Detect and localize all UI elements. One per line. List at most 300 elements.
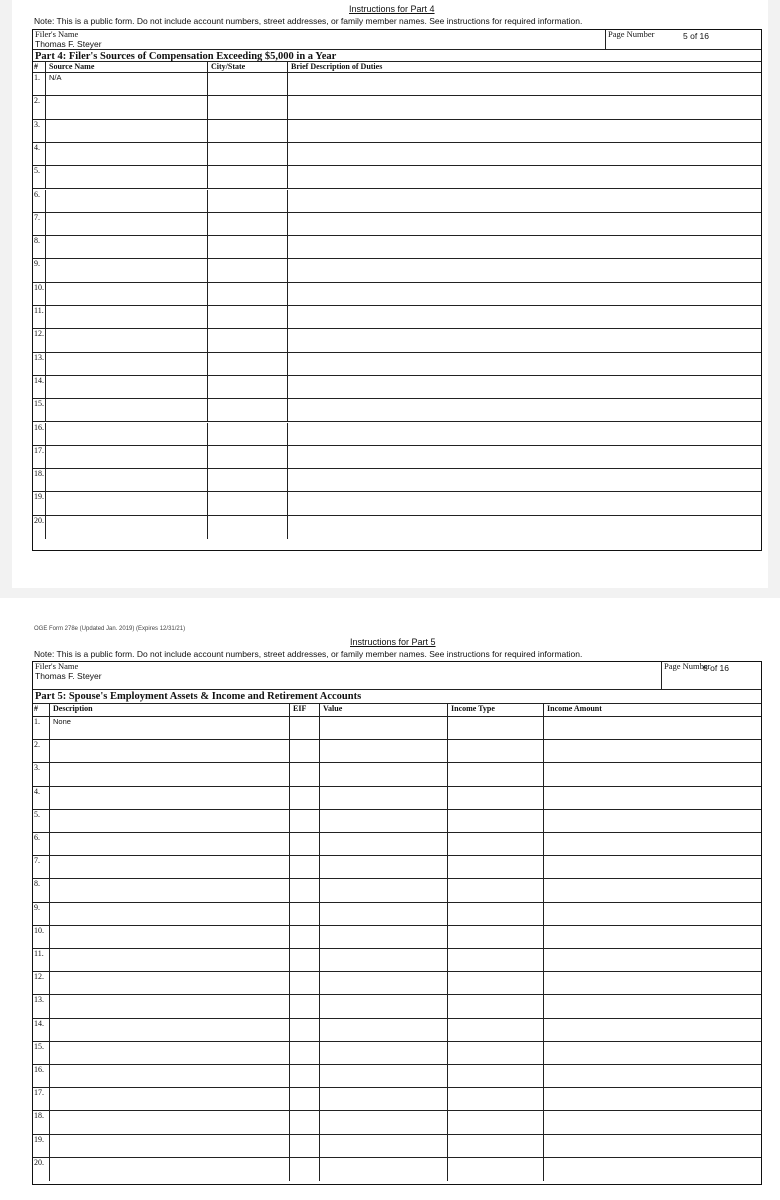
- cell-income-type[interactable]: [447, 949, 543, 971]
- cell-city-state[interactable]: [207, 73, 287, 95]
- table-row: [33, 96, 761, 119]
- cell-city-state[interactable]: [207, 423, 287, 445]
- cell-income-amount[interactable]: [543, 1158, 761, 1181]
- filer-header-row: [33, 662, 761, 690]
- cell-description[interactable]: [49, 879, 289, 901]
- public-form-note: Note: This is a public form. Do not include account numbers, street addresses, or family member names. See instructions for required information.: [34, 649, 583, 659]
- row-number: 11.: [34, 949, 44, 958]
- cell-number: [33, 763, 49, 785]
- col-header-number: #: [34, 704, 38, 713]
- cell-number: [33, 283, 45, 305]
- cell-source-name[interactable]: [45, 423, 207, 445]
- table-row: [33, 833, 761, 856]
- cell-city-state[interactable]: [207, 376, 287, 398]
- cell-number: [33, 926, 49, 948]
- filer-name-cell: [33, 662, 661, 689]
- cell-number: [33, 446, 45, 468]
- row-number: 3.: [34, 119, 40, 129]
- cell-number: [33, 1088, 49, 1110]
- cell-city-state[interactable]: [207, 283, 287, 305]
- cell-source-name[interactable]: [45, 73, 207, 95]
- cell-city-state[interactable]: [207, 143, 287, 165]
- cell-source-name[interactable]: [45, 329, 207, 351]
- table-row: [33, 926, 761, 949]
- part-title-row: [33, 690, 761, 704]
- filer-header-row: [33, 30, 761, 50]
- instructions-link[interactable]: Instructions for Part 4: [349, 4, 435, 14]
- cell-city-state[interactable]: [207, 213, 287, 235]
- cell-description[interactable]: [49, 1065, 289, 1087]
- cell-duties[interactable]: [287, 469, 761, 491]
- cell-income-amount[interactable]: [543, 1111, 761, 1133]
- cell-city-state[interactable]: [207, 446, 287, 468]
- cell-value[interactable]: [319, 1019, 447, 1041]
- cell-value[interactable]: [319, 763, 447, 785]
- cell-eif[interactable]: [289, 1088, 319, 1110]
- cell-description[interactable]: [49, 1042, 289, 1064]
- row-number: 8.: [34, 879, 40, 889]
- cell-city-state[interactable]: [207, 120, 287, 142]
- row-number: 16.: [34, 422, 44, 432]
- cell-eif[interactable]: [289, 1158, 319, 1181]
- col-header-source-name: Source Name: [49, 62, 95, 71]
- cell-number: [33, 143, 45, 165]
- cell-source-name[interactable]: [45, 446, 207, 468]
- cell-description[interactable]: [49, 1019, 289, 1041]
- table-row: [33, 399, 761, 422]
- column-header-row: [33, 704, 761, 717]
- cell-value[interactable]: [319, 903, 447, 925]
- row-number: 10.: [34, 925, 44, 935]
- cell-eif[interactable]: [289, 1019, 319, 1041]
- cell-number: [33, 190, 45, 212]
- cell-city-state[interactable]: [207, 516, 287, 539]
- cell-number: [33, 903, 49, 925]
- cell-source-name[interactable]: [45, 190, 207, 212]
- form-page-part-5: [0, 598, 780, 1200]
- cell-duties[interactable]: [287, 516, 761, 539]
- cell-description[interactable]: [49, 833, 289, 855]
- cell-number: [33, 740, 49, 762]
- table-row: [33, 856, 761, 879]
- cell-description[interactable]: [49, 1135, 289, 1157]
- cell-value[interactable]: [319, 717, 447, 739]
- cell-city-state[interactable]: [207, 399, 287, 421]
- cell-description[interactable]: [49, 1088, 289, 1110]
- cell-source-name[interactable]: [45, 96, 207, 118]
- cell-city-state[interactable]: [207, 306, 287, 328]
- cell-description[interactable]: [49, 810, 289, 832]
- cell-duties[interactable]: [287, 143, 761, 165]
- cell-duties[interactable]: [287, 492, 761, 514]
- cell-income-amount[interactable]: [543, 879, 761, 901]
- cell-number: [33, 1111, 49, 1133]
- cell-city-state[interactable]: [207, 469, 287, 491]
- cell-value[interactable]: [319, 833, 447, 855]
- cell-income-type[interactable]: [447, 995, 543, 1017]
- table-row: [33, 717, 761, 740]
- row-number: 19.: [34, 492, 44, 502]
- cell-city-state[interactable]: [207, 236, 287, 258]
- cell-description[interactable]: [49, 903, 289, 925]
- cell-value[interactable]: [319, 949, 447, 971]
- cell-income-type[interactable]: [447, 1065, 543, 1087]
- row-number: 11.: [34, 306, 44, 315]
- cell-income-type[interactable]: [447, 856, 543, 878]
- row-number: 19.: [34, 1134, 44, 1144]
- col-header-description: Description: [53, 704, 93, 713]
- cell-eif[interactable]: [289, 717, 319, 739]
- cell-source-name[interactable]: [45, 399, 207, 421]
- cell-duties[interactable]: [287, 190, 761, 212]
- row-number: 6.: [34, 833, 40, 842]
- cell-duties[interactable]: [287, 283, 761, 305]
- cell-duties[interactable]: [287, 259, 761, 281]
- cell-value[interactable]: [319, 879, 447, 901]
- row-number: 2.: [34, 740, 40, 750]
- col-header-duties: Brief Description of Duties: [291, 62, 383, 71]
- table-row: [33, 879, 761, 902]
- cell-number: [33, 1158, 49, 1181]
- row-entry: None: [53, 717, 71, 726]
- cell-source-name[interactable]: [45, 516, 207, 539]
- cell-duties[interactable]: [287, 120, 761, 142]
- cell-city-state[interactable]: [207, 259, 287, 281]
- row-number: 15.: [34, 1041, 44, 1051]
- table-row: [33, 949, 761, 972]
- row-number: 20.: [34, 515, 44, 525]
- table-row: [33, 329, 761, 352]
- table-row: [33, 810, 761, 833]
- cell-value[interactable]: [319, 740, 447, 762]
- table-row: [33, 469, 761, 492]
- table-row: [33, 446, 761, 469]
- cell-income-amount[interactable]: [543, 1065, 761, 1087]
- cell-income-type[interactable]: [447, 810, 543, 832]
- cell-income-amount[interactable]: [543, 856, 761, 878]
- cell-number: [33, 329, 45, 351]
- cell-source-name[interactable]: [45, 492, 207, 514]
- cell-value[interactable]: [319, 1135, 447, 1157]
- row-number: 12.: [34, 329, 44, 339]
- table-row: [33, 995, 761, 1018]
- table-row: [33, 1111, 761, 1134]
- cell-income-type[interactable]: [447, 740, 543, 762]
- cell-value[interactable]: [319, 926, 447, 948]
- cell-income-amount[interactable]: [543, 787, 761, 809]
- table-row: [33, 740, 761, 763]
- cell-number: [33, 213, 45, 235]
- row-number: 14.: [34, 375, 44, 385]
- col-header-city-state: City/State: [211, 62, 246, 71]
- cell-number: [33, 717, 49, 739]
- row-number: 9.: [34, 259, 40, 269]
- cell-city-state[interactable]: [207, 190, 287, 212]
- cell-description[interactable]: [49, 972, 289, 994]
- cell-income-amount[interactable]: [543, 1019, 761, 1041]
- cell-value[interactable]: [319, 972, 447, 994]
- cell-duties[interactable]: [287, 376, 761, 398]
- cell-number: [33, 120, 45, 142]
- cell-city-state[interactable]: [207, 353, 287, 375]
- cell-income-type[interactable]: [447, 1088, 543, 1110]
- cell-income-amount[interactable]: [543, 949, 761, 971]
- filer-name-label: Filer's Name: [35, 662, 79, 671]
- cell-income-type[interactable]: [447, 1042, 543, 1064]
- col-header-income-amount: Income Amount: [547, 704, 602, 713]
- cell-income-type[interactable]: [447, 833, 543, 855]
- cell-income-type[interactable]: [447, 787, 543, 809]
- cell-eif[interactable]: [289, 833, 319, 855]
- cell-income-amount[interactable]: [543, 833, 761, 855]
- col-header-income-type: Income Type: [451, 704, 495, 713]
- cell-income-amount[interactable]: [543, 903, 761, 925]
- table-row: [33, 1088, 761, 1111]
- cell-duties[interactable]: [287, 306, 761, 328]
- row-number: 18.: [34, 1111, 44, 1121]
- cell-city-state[interactable]: [207, 329, 287, 351]
- cell-value[interactable]: [319, 995, 447, 1017]
- table-row: [33, 120, 761, 143]
- table-row: [33, 423, 761, 446]
- col-header-eif: EIF: [293, 704, 307, 713]
- part-5-table: [32, 661, 762, 1185]
- row-number: 18.: [34, 469, 44, 479]
- cell-source-name[interactable]: [45, 469, 207, 491]
- cell-source-name[interactable]: [45, 259, 207, 281]
- cell-number: [33, 1135, 49, 1157]
- cell-source-name[interactable]: [45, 120, 207, 142]
- row-number: 8.: [34, 236, 40, 246]
- row-number: 3.: [34, 763, 40, 773]
- cell-value[interactable]: [319, 1042, 447, 1064]
- filer-name-label: Filer's Name: [35, 30, 79, 39]
- filer-name: Thomas F. Steyer: [35, 670, 102, 681]
- table-row: [33, 306, 761, 329]
- cell-income-amount[interactable]: [543, 1088, 761, 1110]
- cell-eif[interactable]: [289, 926, 319, 948]
- row-number: 1.: [34, 73, 40, 82]
- cell-duties[interactable]: [287, 423, 761, 445]
- cell-income-amount[interactable]: [543, 972, 761, 994]
- column-header-row: [33, 62, 761, 73]
- col-header-value: Value: [323, 704, 343, 713]
- table-row: [33, 376, 761, 399]
- cell-number: [33, 516, 45, 539]
- cell-income-amount[interactable]: [543, 995, 761, 1017]
- cell-eif[interactable]: [289, 1042, 319, 1064]
- row-entry: N/A: [49, 73, 62, 82]
- cell-income-type[interactable]: [447, 972, 543, 994]
- page-number-label: Page Number: [664, 662, 711, 671]
- page-number-cell: [605, 30, 761, 49]
- cell-income-type[interactable]: [447, 1158, 543, 1181]
- cell-duties[interactable]: [287, 399, 761, 421]
- cell-description[interactable]: [49, 926, 289, 948]
- part-title: Part 5: Spouse's Employment Assets & Income and Retirement Accounts: [35, 691, 362, 702]
- row-number: 13.: [34, 352, 44, 362]
- cell-income-amount[interactable]: [543, 810, 761, 832]
- row-number: 17.: [34, 1088, 44, 1098]
- cell-duties[interactable]: [287, 353, 761, 375]
- cell-duties[interactable]: [287, 166, 761, 188]
- cell-value[interactable]: [319, 1065, 447, 1087]
- cell-number: [33, 399, 45, 421]
- cell-description[interactable]: [49, 763, 289, 785]
- row-number: 15.: [34, 399, 44, 409]
- cell-source-name[interactable]: [45, 306, 207, 328]
- row-number: 16.: [34, 1065, 44, 1074]
- form-code: OGE Form 278e (Updated Jan. 2019) (Expires 12/31/21): [34, 626, 186, 632]
- cell-eif[interactable]: [289, 740, 319, 762]
- row-number: 1.: [34, 717, 40, 726]
- cell-value[interactable]: [319, 810, 447, 832]
- cell-source-name[interactable]: [45, 376, 207, 398]
- instructions-link[interactable]: Instructions for Part 5: [350, 637, 436, 647]
- cell-duties[interactable]: [287, 213, 761, 235]
- cell-duties[interactable]: [287, 96, 761, 118]
- cell-eif[interactable]: [289, 949, 319, 971]
- cell-number: [33, 995, 49, 1017]
- cell-duties[interactable]: [287, 329, 761, 351]
- part-title: Part 4: Filer's Sources of Compensation Exceeding $5,000 in a Year: [35, 51, 337, 62]
- table-row: [33, 259, 761, 282]
- part-4-table: [32, 29, 762, 551]
- row-number: 6.: [34, 189, 40, 199]
- cell-description[interactable]: [49, 717, 289, 739]
- cell-income-type[interactable]: [447, 926, 543, 948]
- cell-number: [33, 166, 45, 188]
- cell-city-state[interactable]: [207, 166, 287, 188]
- cell-eif[interactable]: [289, 995, 319, 1017]
- cell-duties[interactable]: [287, 236, 761, 258]
- cell-description[interactable]: [49, 949, 289, 971]
- cell-eif[interactable]: [289, 856, 319, 878]
- cell-city-state[interactable]: [207, 492, 287, 514]
- cell-eif[interactable]: [289, 903, 319, 925]
- row-number: 10.: [34, 282, 44, 292]
- row-number: 7.: [34, 212, 40, 222]
- cell-number: [33, 423, 45, 445]
- cell-income-type[interactable]: [447, 1019, 543, 1041]
- table-row: [33, 166, 761, 189]
- form-page-part-4: [12, 0, 768, 588]
- page-number-label: Page Number: [608, 30, 655, 39]
- cell-income-amount[interactable]: [543, 926, 761, 948]
- cell-description[interactable]: [49, 740, 289, 762]
- cell-duties[interactable]: [287, 73, 761, 95]
- cell-income-amount[interactable]: [543, 740, 761, 762]
- cell-number: [33, 353, 45, 375]
- cell-description[interactable]: [49, 1111, 289, 1133]
- cell-eif[interactable]: [289, 879, 319, 901]
- cell-income-type[interactable]: [447, 717, 543, 739]
- cell-income-amount[interactable]: [543, 1135, 761, 1157]
- cell-source-name[interactable]: [45, 236, 207, 258]
- table-row: [33, 1065, 761, 1088]
- cell-eif[interactable]: [289, 1135, 319, 1157]
- table-row: [33, 213, 761, 236]
- cell-number: [33, 376, 45, 398]
- cell-value[interactable]: [319, 856, 447, 878]
- row-number: 5.: [34, 809, 40, 819]
- cell-eif[interactable]: [289, 1065, 319, 1087]
- row-number: 14.: [34, 1018, 44, 1028]
- cell-source-name[interactable]: [45, 283, 207, 305]
- cell-value[interactable]: [319, 787, 447, 809]
- row-number: 17.: [34, 445, 44, 455]
- cell-description[interactable]: [49, 1158, 289, 1181]
- table-row: [33, 190, 761, 213]
- cell-value[interactable]: [319, 1158, 447, 1181]
- cell-source-name[interactable]: [45, 143, 207, 165]
- cell-city-state[interactable]: [207, 96, 287, 118]
- cell-number: [33, 1065, 49, 1087]
- row-number: 5.: [34, 166, 40, 176]
- cell-value[interactable]: [319, 1088, 447, 1110]
- cell-source-name[interactable]: [45, 353, 207, 375]
- cell-number: [33, 810, 49, 832]
- cell-eif[interactable]: [289, 810, 319, 832]
- row-number: 13.: [34, 995, 44, 1005]
- cell-eif[interactable]: [289, 1111, 319, 1133]
- cell-income-amount[interactable]: [543, 763, 761, 785]
- cell-income-amount[interactable]: [543, 1042, 761, 1064]
- table-row: [33, 903, 761, 926]
- page-number: 5 of 16: [683, 31, 709, 41]
- cell-number: [33, 236, 45, 258]
- cell-eif[interactable]: [289, 972, 319, 994]
- row-number: 9.: [34, 902, 40, 912]
- cell-description[interactable]: [49, 995, 289, 1017]
- row-number: 4.: [34, 786, 40, 796]
- table-row: [33, 763, 761, 786]
- filer-name-cell: [33, 30, 605, 49]
- table-row: [33, 1158, 761, 1181]
- cell-income-type[interactable]: [447, 1135, 543, 1157]
- cell-eif[interactable]: [289, 763, 319, 785]
- cell-eif[interactable]: [289, 787, 319, 809]
- row-number: 2.: [34, 96, 40, 106]
- cell-number: [33, 949, 49, 971]
- cell-income-type[interactable]: [447, 903, 543, 925]
- cell-income-type[interactable]: [447, 763, 543, 785]
- table-row: [33, 787, 761, 810]
- cell-value[interactable]: [319, 1111, 447, 1133]
- cell-number: [33, 787, 49, 809]
- table-row: [33, 73, 761, 96]
- cell-source-name[interactable]: [45, 213, 207, 235]
- cell-income-type[interactable]: [447, 1111, 543, 1133]
- table-row: [33, 972, 761, 995]
- cell-duties[interactable]: [287, 446, 761, 468]
- cell-income-type[interactable]: [447, 879, 543, 901]
- filer-name: Thomas F. Steyer: [35, 38, 102, 49]
- table-row: [33, 1019, 761, 1042]
- table-row: [33, 236, 761, 259]
- cell-income-amount[interactable]: [543, 717, 761, 739]
- cell-description[interactable]: [49, 787, 289, 809]
- cell-description[interactable]: [49, 856, 289, 878]
- cell-number: [33, 879, 49, 901]
- cell-number: [33, 972, 49, 994]
- cell-number: [33, 469, 45, 491]
- cell-number: [33, 1019, 49, 1041]
- table-row: [33, 1135, 761, 1158]
- cell-source-name[interactable]: [45, 166, 207, 188]
- table-row: [33, 143, 761, 166]
- row-number: 12.: [34, 972, 44, 982]
